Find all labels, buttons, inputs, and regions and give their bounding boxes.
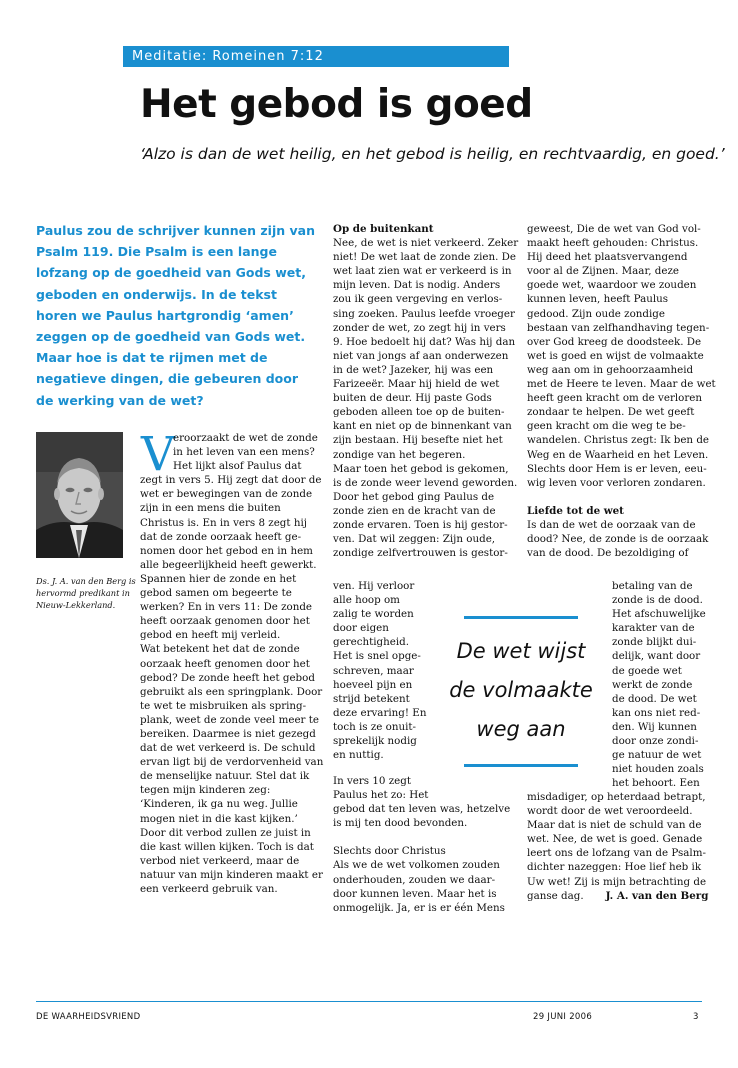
text-line: Slechts door Hem is er leven, eeu-: [527, 462, 707, 475]
text-line: misdadiger, op heterdaad betrapt,: [527, 791, 706, 803]
text-line: door eigen: [333, 622, 389, 635]
text-line: Spannen hier de zonde en het: [140, 572, 297, 585]
text-line: tegen mijn kinderen zeg:: [140, 784, 271, 797]
column-3-bottom: [527, 790, 709, 903]
text-line: Het afschuwelijke: [612, 608, 706, 621]
text-line: dichter nazeggen: Hoe lief heb ik: [527, 861, 702, 874]
column-1: [140, 427, 324, 896]
text-line: gebruikt als een springplank. Door: [140, 685, 323, 698]
text-line: oorzaak heeft genomen door het: [140, 657, 310, 670]
text-line: kant en niet op de binnenkant van: [333, 420, 512, 433]
text-line: Christus is. En in vers 8 zegt hij: [140, 516, 307, 529]
text-line: zonde zien en de kracht van de: [333, 504, 496, 517]
text-line: in de wet? Jazeker, hij was een: [333, 363, 494, 376]
text-line: goede wet, waardoor we zouden: [527, 279, 697, 292]
section-heading: Liefde tot de wet: [527, 504, 624, 517]
text-line: gedood. Zijn oude zondige: [527, 307, 665, 320]
text-line: in het leven van een mens?: [173, 446, 315, 459]
text-line: buiten de deur. Hij paste Gods: [333, 392, 492, 405]
text-line: de menselijke natuur. Stel dat ik: [140, 770, 310, 783]
text-line: wandelen. Christus zegt: Ik ben de: [527, 434, 710, 447]
text-line: met de Heere te leven. Maar de wet: [527, 378, 716, 391]
text-line: Wat betekent het dat de zonde: [140, 643, 300, 656]
text-line: deze ervaring! En: [333, 706, 427, 719]
text-line: zijn bestaan. Hij besefte niet het: [333, 434, 503, 447]
text-line: bestaan van zelfhandhaving tegen-: [527, 321, 710, 334]
text-line: onderhouden, zouden we daar-: [333, 873, 496, 886]
text-line: schreven, maar: [333, 664, 414, 677]
section-heading: Op de buitenkant: [333, 223, 434, 235]
section-banner: Meditatie: Romeinen 7:12: [123, 46, 509, 67]
text-line: Maar toen het gebod is gekomen,: [333, 462, 509, 475]
text-line: Weg en de Waarheid en het Leven.: [527, 448, 709, 461]
text-line: 9. Hoe bedoelt hij dat? Was hij dan: [333, 335, 516, 348]
text-line: dat de zonde oorzaak heeft ge-: [140, 530, 302, 543]
text-line: niet! De wet laat de zonde zien. De: [333, 251, 517, 264]
text-line: delijk, want door: [612, 650, 701, 663]
author-photo: [36, 432, 123, 558]
last-line: [527, 889, 709, 903]
text-line: bereiken. Daarmee is niet gezegd: [140, 727, 316, 740]
text-line: een verkeerd gebruik van.: [140, 883, 278, 895]
text-line: heeft geen kracht om de verloren: [527, 392, 703, 405]
text-line: Het is snel opge-: [333, 650, 421, 663]
text-line: zonder de wet, zo zegt hij in vers: [333, 321, 506, 334]
pullquote-line: weg aan: [476, 717, 566, 741]
text-line: Paulus het zo: Het: [333, 789, 429, 802]
text-line: Door dit verbod zullen ze juist in: [140, 826, 311, 839]
pullquote-line: De wet wijst: [456, 639, 586, 663]
text-line: wet is goed en wijst de volmaakte: [527, 349, 704, 362]
text-line: zondige zelfvertrouwen is gestor-: [333, 547, 508, 560]
article-title: Het gebod is goed: [140, 82, 533, 127]
text-line: Het lijkt alsof Paulus dat: [173, 460, 302, 473]
text-line: gebod? De zonde heeft het gebod: [140, 671, 315, 684]
text-line: wig leven voor verloren zondaren.: [527, 476, 706, 489]
text-line: maakt heeft gehouden: Christus.: [527, 237, 699, 250]
text-line: werken? En in vers 11: De zonde: [140, 601, 313, 614]
intro-text: Paulus zou de schrijver kunnen zijn van Psalm 119. Die Psalm is een lange lofzang op de goedheid van Gods wet, geboden en onderwijs. In de tekst horen we Paulus hartgrondig ‘amen’ zeggen op de goedheid van Gods wet. Maar hoe is dat te rijmen met de negatieve dingen, die gebeuren door de werking van de wet?: [36, 223, 315, 408]
pullquote-top-rule: [464, 616, 578, 619]
footer-rule: [36, 1001, 702, 1002]
text-line: wet. Nee, de wet is goed. Genade: [527, 833, 703, 846]
text-line: alle begeerlijkheid heeft gewerkt.: [140, 558, 317, 571]
text-line: ervan ligt bij de verdorvenheid van: [140, 756, 324, 769]
text-line: door kunnen leven. Maar het is: [333, 887, 497, 900]
footer-date: 29 JUNI 2006: [533, 1012, 593, 1022]
text-line: en nuttig.: [333, 749, 384, 762]
text-line: Als we de wet volkomen zouden: [333, 859, 500, 872]
text-line: onmogelijk. Ja, er is er één Mens: [333, 901, 505, 914]
section-heading: Slechts door Christus: [333, 845, 446, 858]
pullquote: [440, 632, 602, 749]
text-line: zonde blijkt dui-: [612, 636, 697, 649]
text-line: plank, weet de zonde veel meer te: [140, 713, 319, 726]
intro-paragraph: [36, 220, 316, 411]
text-line: zondige van het begeren.: [333, 448, 466, 461]
column-2: [333, 222, 519, 560]
text-line: Door het gebod ging Paulus de: [333, 490, 495, 503]
text-line: kan ons niet red-: [612, 706, 701, 719]
text-line: zonde is de dood.: [612, 594, 703, 607]
text-line: ge natuur de wet: [612, 749, 702, 762]
text-line: gerechtigheid.: [333, 636, 410, 649]
text-line: ‘Kinderen, ik ga nu weg. Jullie: [140, 798, 298, 811]
text-line: die kast willen kijken. Toch is dat: [140, 840, 314, 853]
text-line: alle hoop om: [333, 594, 400, 607]
text-line: zalig te worden: [333, 608, 414, 621]
text-line: ven. Dat wil zeggen: Zijn oude,: [333, 533, 496, 546]
text-line: gebod samen om begeerte te: [140, 587, 292, 600]
footer-page-number: 3: [693, 1012, 699, 1022]
column-3: [527, 222, 716, 560]
text-line: geboden alleen toe op de buiten-: [333, 406, 505, 419]
text-line: niet houden zoals: [612, 763, 704, 776]
text-line: gebod dat ten leven was, hetzelve: [333, 803, 511, 816]
portrait-image: [36, 432, 123, 558]
text-line: geweest, Die de wet van God vol-: [527, 223, 701, 235]
text-line: over God kreeg de doodsteek. De: [527, 335, 702, 348]
text-line: strijd betekent: [333, 692, 410, 705]
pullquote-bottom-rule: [464, 764, 578, 767]
text-line: is mij ten dood bevonden.: [333, 817, 468, 830]
text-line: karakter van de: [612, 622, 695, 635]
footer-magazine: DE WAARHEIDSVRIEND: [36, 1012, 141, 1022]
text-line: het behoort. Een: [612, 777, 700, 790]
text-line: van de dood. De bezoldiging of: [527, 547, 689, 560]
text-line: dood? Nee, de zonde is de oorzaak: [527, 532, 709, 545]
pullquote-line: de volmaakte: [449, 678, 593, 702]
text-line: Uw wet! Zij is mijn betrachting de: [527, 875, 707, 888]
column-2-bottom: [333, 774, 513, 915]
text-line: te wet te misbruiken als spring-: [140, 699, 307, 712]
text-line: Nee, de wet is niet verkeerd. Zeker: [333, 237, 519, 250]
text-line: wordt door de wet veroordeeld.: [527, 805, 693, 818]
text-line: werkt de zonde: [612, 678, 693, 691]
text-line: nomen door het gebod en in hem: [140, 544, 313, 557]
text-line: den. Wij kunnen: [612, 720, 697, 733]
text-line: zondaar te helpen. De wet geeft: [527, 406, 695, 419]
text-line: leert ons de lofzang van de Psalm-: [527, 847, 706, 860]
text-line: wet laat zien wat er verkeerd is in: [333, 265, 512, 278]
drop-cap: V: [141, 427, 175, 482]
text-line: sprekelijk nodig: [333, 735, 417, 748]
text-line: eroorzaakt de wet de zonde: [173, 432, 318, 444]
text-line: Maar dat is niet de schuld van de: [527, 819, 702, 832]
text-line: zijn in een mens die buiten: [140, 502, 281, 515]
text-line: gebod en heeft mij verleid.: [140, 629, 281, 642]
text-line: dat de wet verkeerd is. De schuld: [140, 742, 316, 755]
text-line: de dood. De wet: [612, 692, 697, 705]
text-line: Hij deed het plaatsvervangend: [527, 251, 688, 264]
photo-caption: Ds. J. A. van den Berg is hervormd predikant in Nieuw-Lekkerland.: [36, 576, 136, 610]
text-line: mogen niet in die kast kijken.’: [140, 812, 298, 825]
column-3-narrow: [612, 579, 707, 790]
text-line: verbod niet verkeerd, maar de: [140, 854, 300, 867]
text-line: betaling van de: [612, 580, 693, 592]
text-line: zonde ervaren. Toen is hij gestor-: [333, 518, 508, 531]
text-line: is de zonde weer levend geworden.: [333, 476, 518, 489]
text-line: toch is ze onuit-: [333, 720, 417, 733]
text-line: door onze zondi-: [612, 735, 699, 748]
text-line: wet er bewegingen van de zonde: [140, 488, 313, 501]
text-line: weg aan om in gehoorzaamheid: [527, 363, 694, 376]
text-line: geen kracht om die weg te be-: [527, 420, 686, 433]
text-line: de goede wet: [612, 664, 682, 677]
text-line: Farizeeër. Maar hij hield de wet: [333, 378, 500, 391]
text-line: kunnen leven, heeft Paulus: [527, 293, 669, 306]
text-line: In vers 10 zegt: [333, 775, 411, 787]
column-2-narrow: [333, 579, 433, 762]
author-signature: J. A. van den Berg: [605, 889, 709, 902]
text-line: voor al de Zijnen. Maar, deze: [527, 265, 679, 278]
text-line: ven. Hij verloor: [333, 580, 415, 592]
article-subtitle: ‘Alzo is dan de wet heilig, en het gebod is heilig, en rechtvaardig, en goed.’: [140, 145, 725, 163]
text-line: ganse dag.: [527, 889, 584, 902]
text-line: Is dan de wet de oorzaak van de: [527, 518, 696, 531]
text-line: heeft oorzaak genomen door het: [140, 615, 310, 628]
text-line: mijn leven. Dat is nodig. Anders: [333, 279, 501, 292]
text-line: sing zoeken. Paulus leefde vroeger: [333, 307, 515, 320]
text-line: zegt in vers 5. Hij zegt dat door de: [140, 474, 322, 487]
text-line: hoeveel pijn en: [333, 678, 413, 691]
text-line: zou ik geen vergeving en verlos-: [333, 293, 503, 306]
text-line: niet van jongs af aan onderwezen: [333, 349, 509, 362]
text-line: natuur van mijn kinderen maakt er: [140, 868, 323, 881]
